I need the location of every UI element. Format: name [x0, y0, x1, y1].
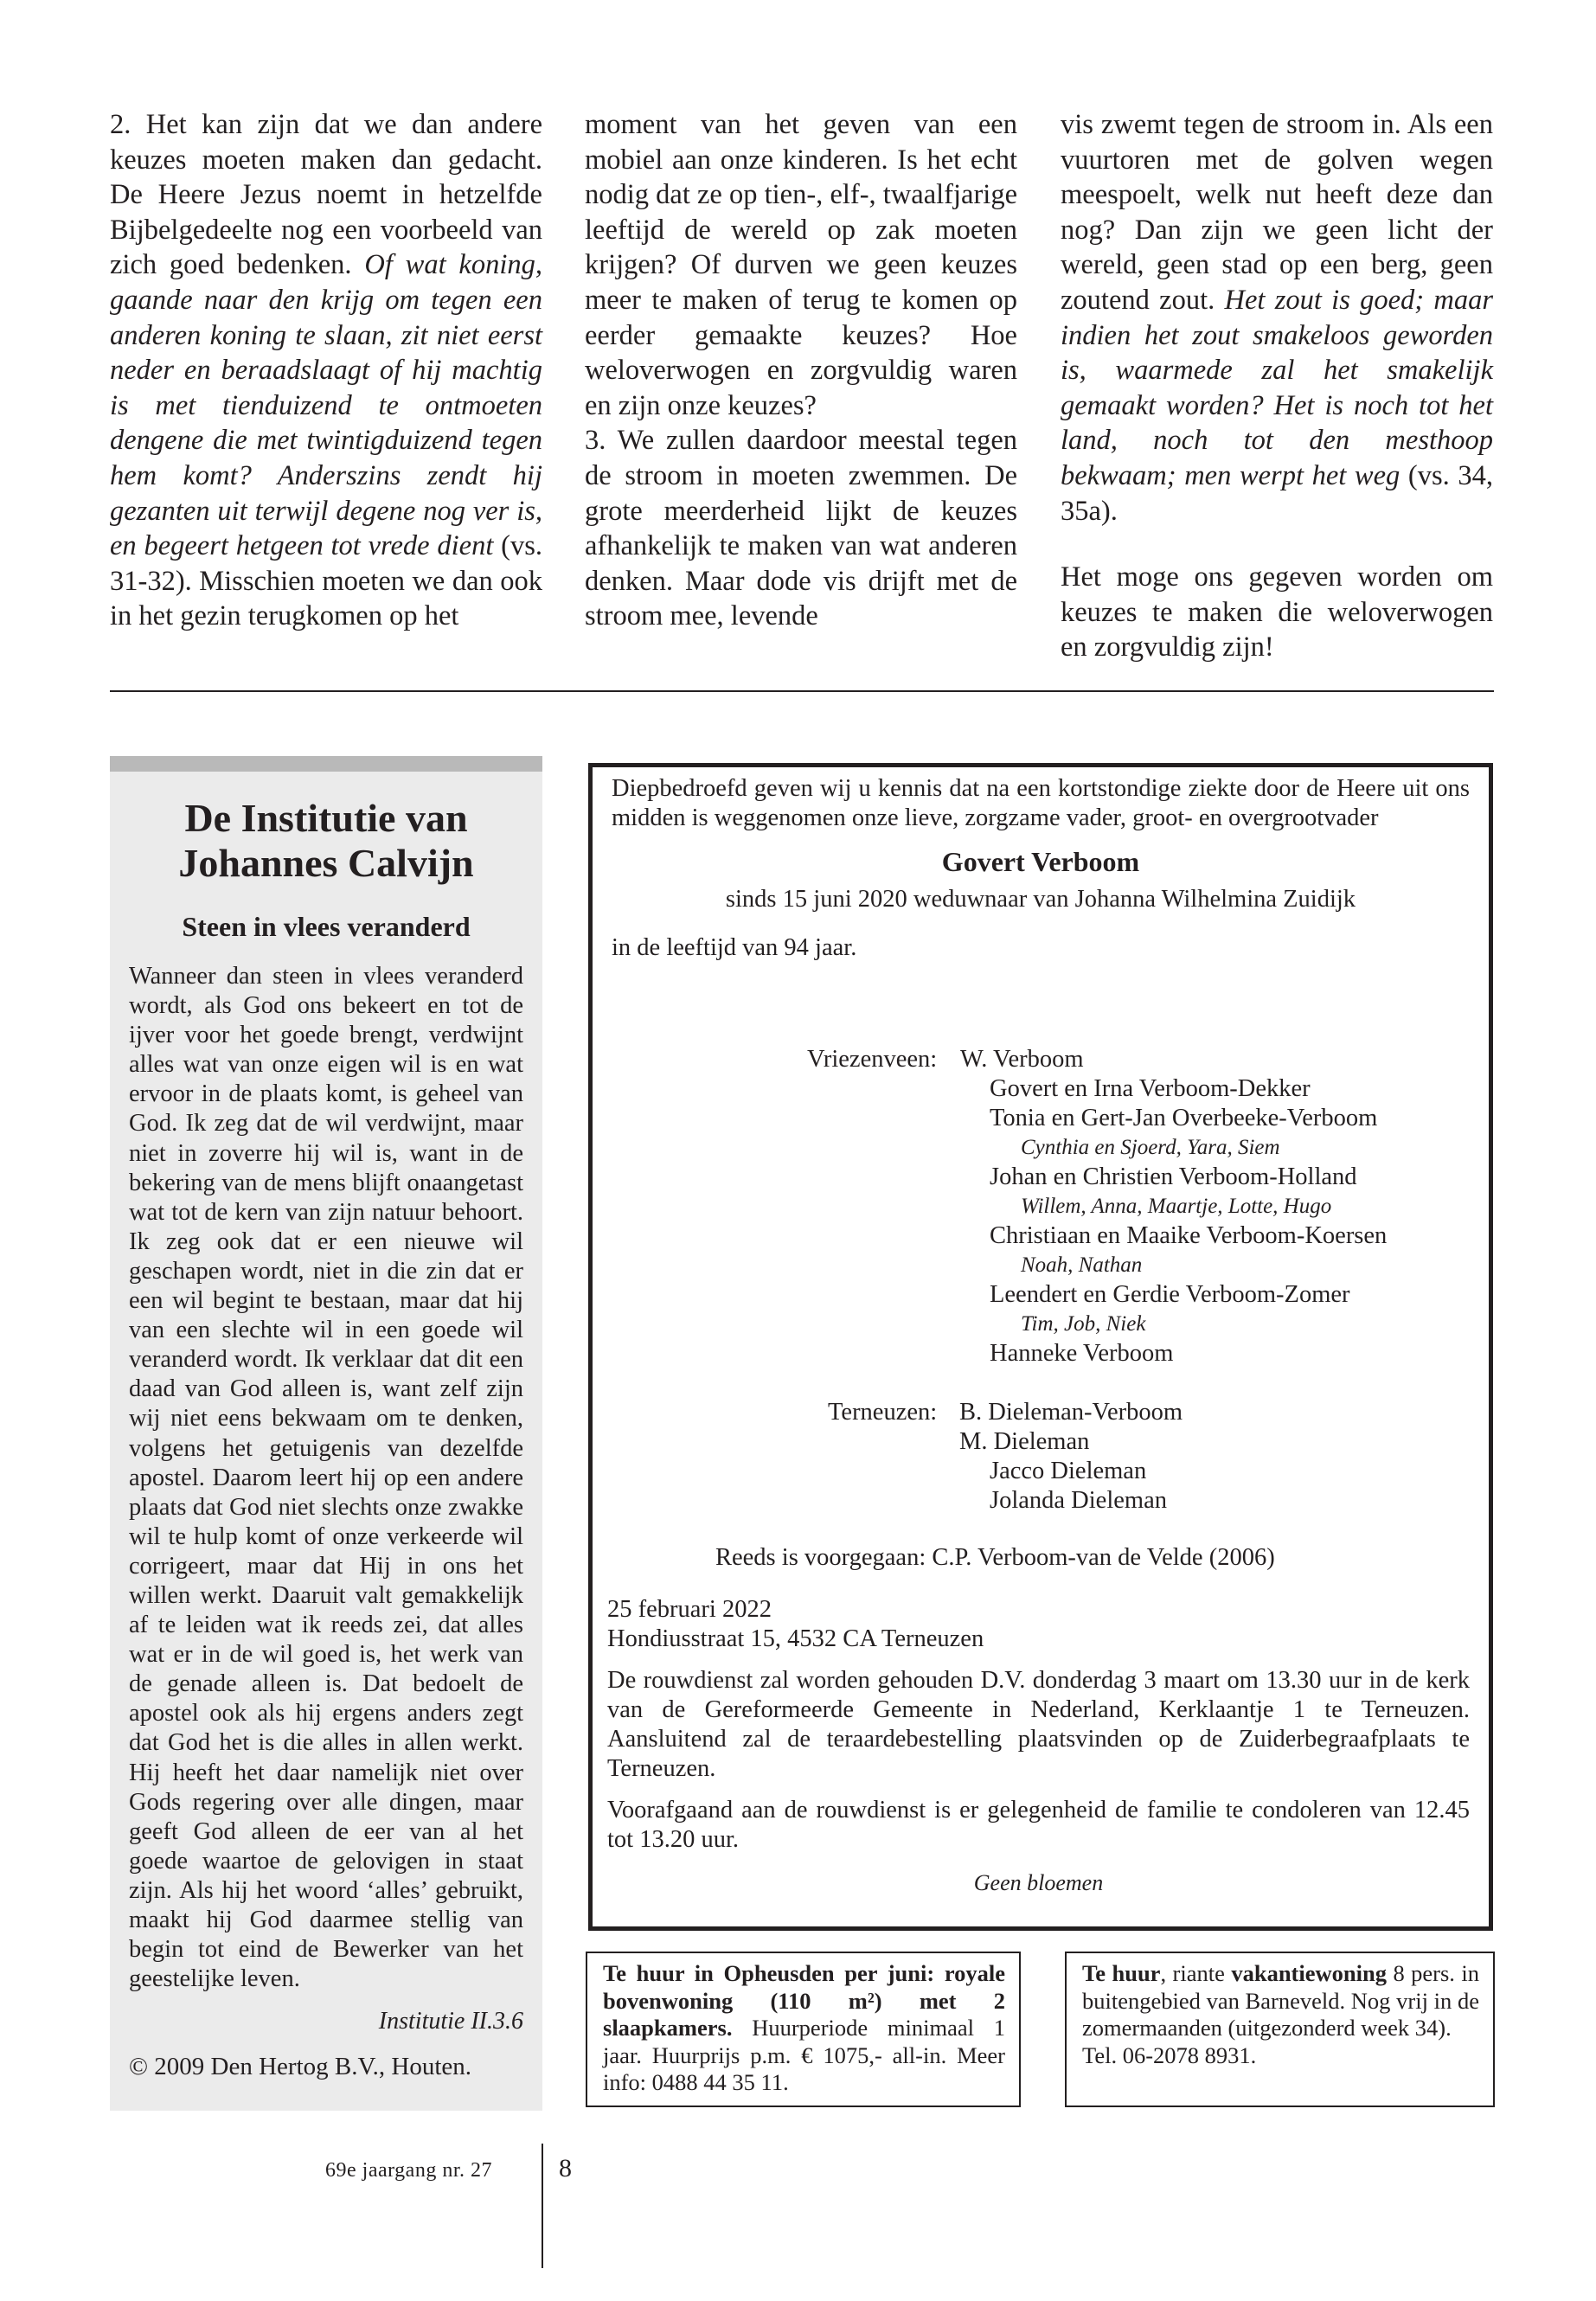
ad1-details: Huurperiode minimaal 1 jaar. Huurprijs p.m. € 1075,- all-in. Meer info: 0488 44 35 11. [603, 2015, 1005, 2095]
terneuzen-child: Jacco Dieleman [990, 1458, 1147, 1484]
bible-quote: Het zout is goed; maar indien het zout smakeloos geworden is, waarmede zal het smakelijk gemaakt worden? Het is noch tot het land, noch tot den mesthoop bekwaam; men werpt het weg [1061, 284, 1493, 491]
family-member: Leendert en Gerdie Verboom-Zomer [990, 1281, 1350, 1308]
article-closing: Het moge ons gegeven worden om keuzes te maken die weloverwogen en zorgvuldig zijn! [1061, 561, 1493, 663]
bible-quote: Of wat koning, gaande naar den krijg om tegen een anderen koning te slaan, zit niet eerst neder en beraadslaagt of hij machtig is met tienduizend te ontmoeten dengene die met twintigduizend tegen hem komt? Anderszins zendt hij gezanten uit terwijl degene nog ver is, en begeert hetgeen tot vrede dient [110, 249, 542, 562]
vriezenveen-label: Vriezenveen: [807, 1046, 938, 1073]
sidebar-top-bar [110, 756, 542, 772]
ad2-details: 8 pers. in buitengebied van Barneveld. Nog vrij in de zomermaanden (uitgezonderd week 34). [1082, 1960, 1480, 2041]
rental-ad-barneveld [1065, 1952, 1495, 2107]
ad1-headline: Te huur in Opheusden per juni: royale bovenwoning (110 m²) met 2 slaapkamers. [603, 1960, 1005, 2041]
terneuzen-first: B. Dieleman-Verboom [959, 1399, 1183, 1426]
family-list [990, 1074, 1387, 1368]
terneuzen-second: M. Dieleman [959, 1428, 1090, 1455]
rental-ad-opheusden [586, 1952, 1021, 2107]
family-member: Christiaan en Maaike Verboom-Koersen [990, 1222, 1388, 1249]
obituary-condolence: Voorafgaand aan de rouwdienst is er gelegenheid de familie te condoleren van 12.45 tot 13.20 uur. [607, 1797, 1470, 1853]
article-column-3 [1061, 107, 1493, 665]
family-member: Hanneke Verboom [990, 1340, 1174, 1367]
sidebar-subtitle: Steen in vlees veranderd [182, 911, 471, 942]
article-text: vis zwemt tegen de stroom in. Als een vuurtoren met de golven wegen meespoelt, welk nut heeft deze dan nog? Dan zijn we geen licht der wereld, geen stad op een berg, geen zoutend zout. [1061, 109, 1493, 316]
obituary-intro: Diepbedroefd geven wij u kennis dat na een kortstondige ziekte door de Heere uit ons midden is weggenomen onze lieve, zorgzame vader, groot- en overgrootvader [612, 775, 1470, 831]
obituary-service: De rouwdienst zal worden gehouden D.V. donderdag 3 maart om 13.30 uur in de kerk van de Gereformeerde Gemeente in Nederland, Kerklaantje 1 te Terneuzen. Aansluitend zal de teraardebestelling plaatsvinden op de Zuiderbegraafplaats te Terneuzen. [607, 1667, 1470, 1782]
family-member: Tonia en Gert-Jan Overbeeke-Verboom [990, 1105, 1378, 1131]
obituary-predeceased: Reeds is voorgegaan: C.P. Verboom-van de Velde (2006) [715, 1544, 1275, 1571]
article-column-2 [585, 107, 1017, 634]
ad2-text: , riante [1160, 1960, 1232, 1986]
calvijn-sidebar [110, 756, 542, 2111]
vriezenveen-first: W. Verboom [960, 1046, 1084, 1073]
article-text: (vs. 31-32). Misschien moeten we dan ook in het gezin terugkomen op het [110, 530, 542, 632]
obituary-address: Hondiusstraat 15, 4532 CA Terneuzen [607, 1625, 984, 1652]
sidebar-source: Institutie II.3.6 [378, 2008, 523, 2035]
sidebar-body: Wanneer dan steen in vlees veranderd wordt, als God ons bekeert en tot de ijver voor het goede brengt, verdwijnt alles wat van onze eigen wil is en wat ervoor in de plaats komt, is geheel van God. Ik zeg dat de wil verdwijnt, maar niet in zoverre hij wil is, want in de bekering van de mens blijft onaangetast wat tot de kern van zijn natuur behoort. Ik zeg ook dat er een nieuwe wil geschapen wordt, niet in die zin dat er een wil begint te bestaan, maar dat hij van een slechte wil in een goede wil veranderd wordt. Ik verklaar dat dit een daad van God alleen is, want zelf zijn wij niet eens bekwaam om te denken, volgens het getuigenis van dezelfde apostel. Daarom leert hij op een andere plaats dat God niet slechts onze zwakke wil te hulp komt of onze verkeerde wil corrigeert, maar dat Hij in ons het willen werkt. Daaruit valt gemakkelijk af te leiden wat ik reeds zei, dat alles wat er in de wil goed is, het werk van de genade alleen is. Dat bedoelt de apostel ook als hij ergens anders zegt dat God het is die alles in allen werkt. Hij heeft het daar namelijk niet over Gods regering over alle dingen, maar geeft God alleen de eer van al het goede waartoe de gelovigen in staat zijn. Als hij het woord ‘alles’ gebruikt, maakt hij God daarmee stellig van begin tot eind de Bewerker van het geestelijke leven. [129, 963, 523, 1993]
obituary-notice [588, 763, 1493, 1931]
family-member: Govert en Irna Verboom-Dekker [990, 1075, 1311, 1102]
family-member: Johan en Christien Verboom-Holland [990, 1163, 1357, 1190]
page-number: 8 [559, 2154, 572, 2182]
ad2-headline: Te huur [1082, 1960, 1161, 1986]
ad2-phone: Tel. 06-2078 8931. [1082, 2041, 1257, 2068]
terneuzen-label: Terneuzen: [828, 1399, 938, 1426]
grandchildren-names: Cynthia en Sjoerd, Yara, Siem [1021, 1136, 1280, 1159]
obituary-widower: sinds 15 juni 2020 weduwnaar van Johanna Wilhelmina Zuidijk [725, 886, 1356, 913]
sidebar-title: De Institutie van Johannes Calvijn [178, 796, 474, 885]
article-text: 2. Het kan zijn dat we dan andere keuzes moeten maken dan gedacht. De Heere Jezus noemt in hetzelfde Bijbelgedeelte nog een voorbeeld van zich goed bedenken. [110, 109, 542, 281]
footer-divider [542, 2144, 543, 2268]
article-text: (vs. 34, 35a). [1061, 459, 1493, 527]
article-column-1 [110, 107, 542, 634]
grandchildren-names: Willem, Anna, Maartje, Lotte, Hugo [1021, 1195, 1332, 1218]
obituary-flowers: Geen bloemen [973, 1870, 1104, 1895]
ad2-keyword: vakantiewoning [1231, 1960, 1387, 1986]
section-divider [110, 690, 1494, 692]
footer-volume: 69e jaargang nr. 27 [325, 2159, 493, 2182]
obituary-age: in de leeftijd van 94 jaar. [612, 934, 857, 961]
grandchildren-names: Noah, Nathan [1021, 1253, 1143, 1277]
terneuzen-child: Jolanda Dieleman [990, 1487, 1167, 1514]
article-paragraph: moment van het geven van een mobiel aan onze kinderen. Is het echt nodig dat ze op tien-, elf-, twaalfjarige leeftijd de wereld op zak moeten krijgen? Of durven we geen keuzes meer te maken of terug te komen op eerder gemaakte keuzes? Hoe weloverwogen en zorgvuldig waren en zijn onze keuzes? [585, 109, 1017, 421]
grandchildren-names: Tim, Job, Niek [1021, 1312, 1146, 1336]
obituary-date: 25 februari 2022 [607, 1596, 772, 1623]
sidebar-copyright: © 2009 Den Hertog B.V., Houten. [129, 2053, 472, 2081]
obituary-name: Govert Verboom [941, 846, 1140, 877]
article-paragraph: 3. We zullen daardoor meestal tegen de stroom in moeten zwemmen. De grote meerderheid lijkt de keuzes afhankelijk te maken van wat anderen denken. Maar dode vis drijft met de stroom mee, levende [585, 425, 1017, 632]
